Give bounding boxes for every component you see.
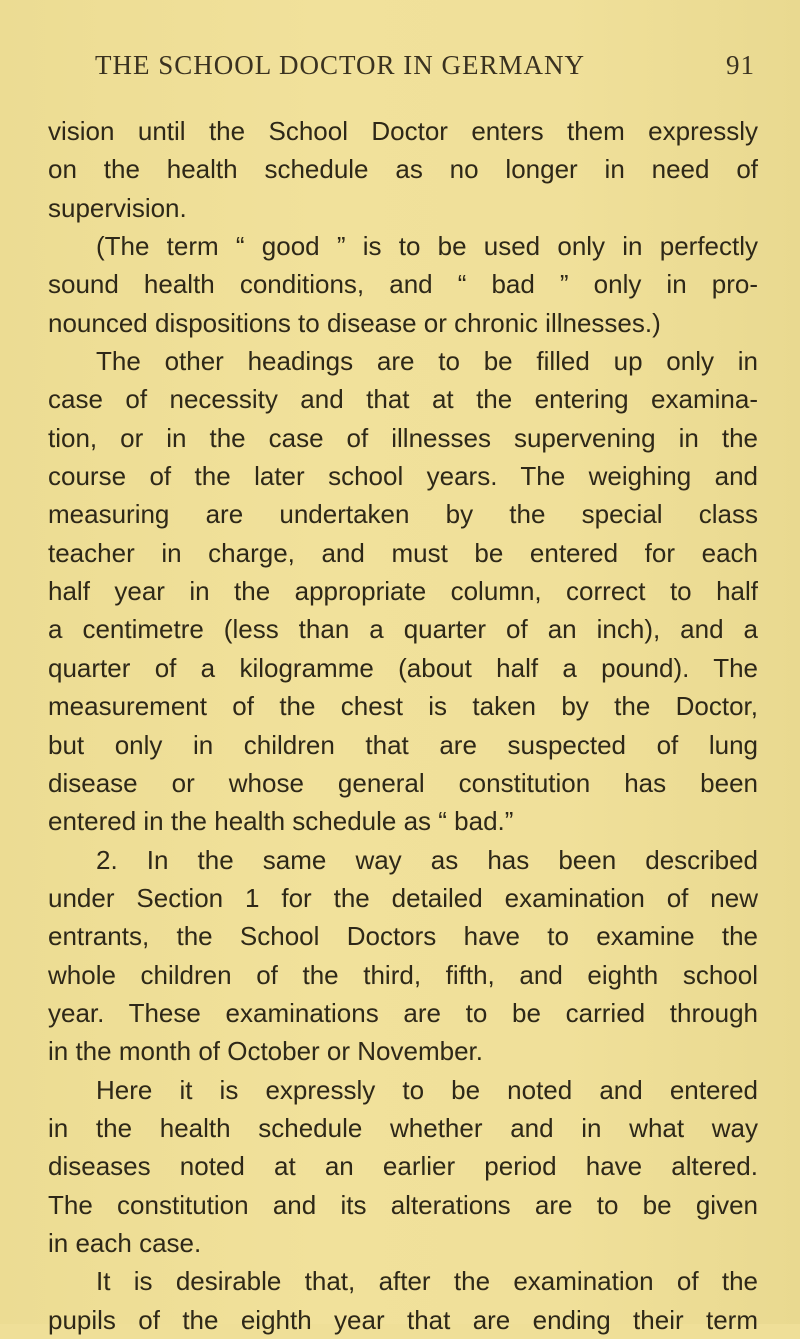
text-line: 2. In the same way as has been described	[96, 844, 758, 875]
text-line: sound health conditions, and “ bad ” only in pro-	[48, 269, 758, 300]
text-line: Here it is expressly to be noted and entered	[96, 1074, 758, 1105]
page-number: 91	[726, 50, 755, 80]
text-line: measurement of the chest is taken by the Doctor,	[48, 691, 758, 722]
text-line: disease or whose general constitution has been	[48, 767, 758, 798]
text-line: course of the later school years. The weighing and	[48, 461, 758, 492]
text-line: measuring are undertaken by the special class	[48, 499, 758, 530]
text-line: quarter of a kilogramme (about half a pound). The	[48, 652, 758, 683]
text-line: case of necessity and that at the entering examina-	[48, 384, 758, 415]
text-line: entrants, the School Doctors have to examine the	[48, 921, 758, 952]
text-line: vision until the School Doctor enters them expressly	[48, 116, 758, 146]
body-text	[48, 112, 758, 1339]
text-line: half year in the appropriate column, correct to half	[48, 576, 758, 607]
text-line: It is desirable that, after the examination of the	[96, 1266, 758, 1297]
text-line: in the month of October or November.	[48, 1036, 483, 1067]
text-line: a centimetre (less than a quarter of an inch), and a	[48, 614, 758, 645]
text-line: on the health schedule as no longer in need of	[48, 154, 758, 185]
text-line: nounced dispositions to disease or chronic illnesses.)	[48, 307, 661, 338]
text-line: whole children of the third, fifth, and eighth school	[48, 959, 758, 990]
text-line: The constitution and its alterations are to be given	[48, 1189, 758, 1220]
text-line: in each case.	[48, 1227, 202, 1258]
running-title: THE SCHOOL DOCTOR IN GERMANY	[95, 50, 586, 80]
running-header	[95, 50, 755, 94]
text-line: diseases noted at an earlier period have altered.	[48, 1151, 758, 1182]
text-line: (The term “ good ” is to be used only in perfectly	[96, 231, 758, 262]
text-line: year. These examinations are to be carried through	[48, 997, 758, 1028]
text-line: in the health schedule whether and in what way	[48, 1112, 758, 1143]
text-line: teacher in charge, and must be entered for each	[48, 537, 758, 568]
text-line: entered in the health schedule as “ bad.”	[48, 806, 514, 837]
text-line: under Section 1 for the detailed examination of new	[48, 882, 758, 913]
text-line: pupils of the eighth year that are ending their term	[48, 1304, 758, 1335]
text-line: but only in children that are suspected of lung	[48, 729, 758, 760]
text-line: tion, or in the case of illnesses supervening in the	[48, 422, 758, 453]
text-line: supervision.	[48, 192, 187, 223]
text-line: The other headings are to be filled up only in	[96, 346, 758, 377]
